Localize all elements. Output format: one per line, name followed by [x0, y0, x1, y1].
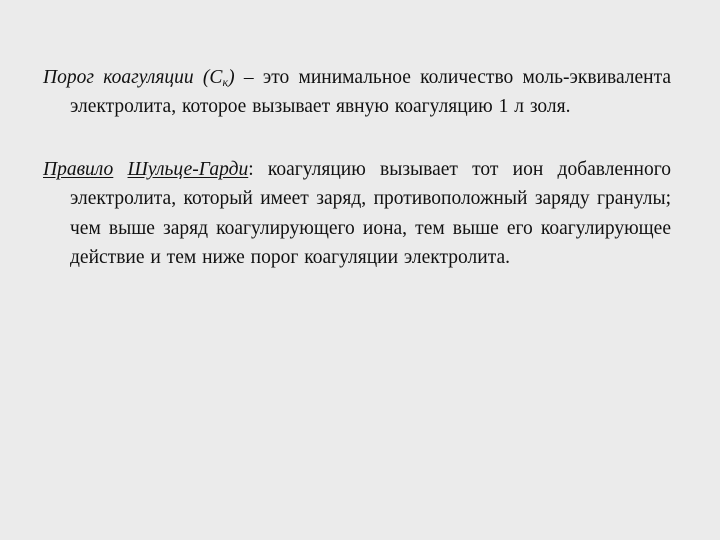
definition-term — [43, 67, 235, 88]
definition-term-subscript: к — [222, 74, 229, 89]
definition-term-close: ) — [228, 66, 235, 88]
rule-colon: : — [248, 158, 254, 180]
rule-name: Шульце-Гарди — [127, 158, 249, 180]
rule-paragraph — [43, 155, 671, 273]
rule-body: коагуляцию вызывает тот ион добавленного электролита, который имеет заряд, противоположный заряду гранулы; чем выше заряд коагулирующего иона, тем выше его коагулирующее действие и тем ниже порог коагуляции электролита. — [70, 158, 671, 268]
rule-word: Правило — [43, 158, 114, 180]
definition-term-text: Порог коагуляции (С — [43, 66, 223, 88]
definition-body: – это минимальное количество моль-эквивалента электролита, которое вызывает явную коагуляцию 1 л золя. — [70, 66, 672, 117]
definition-paragraph — [43, 63, 671, 122]
